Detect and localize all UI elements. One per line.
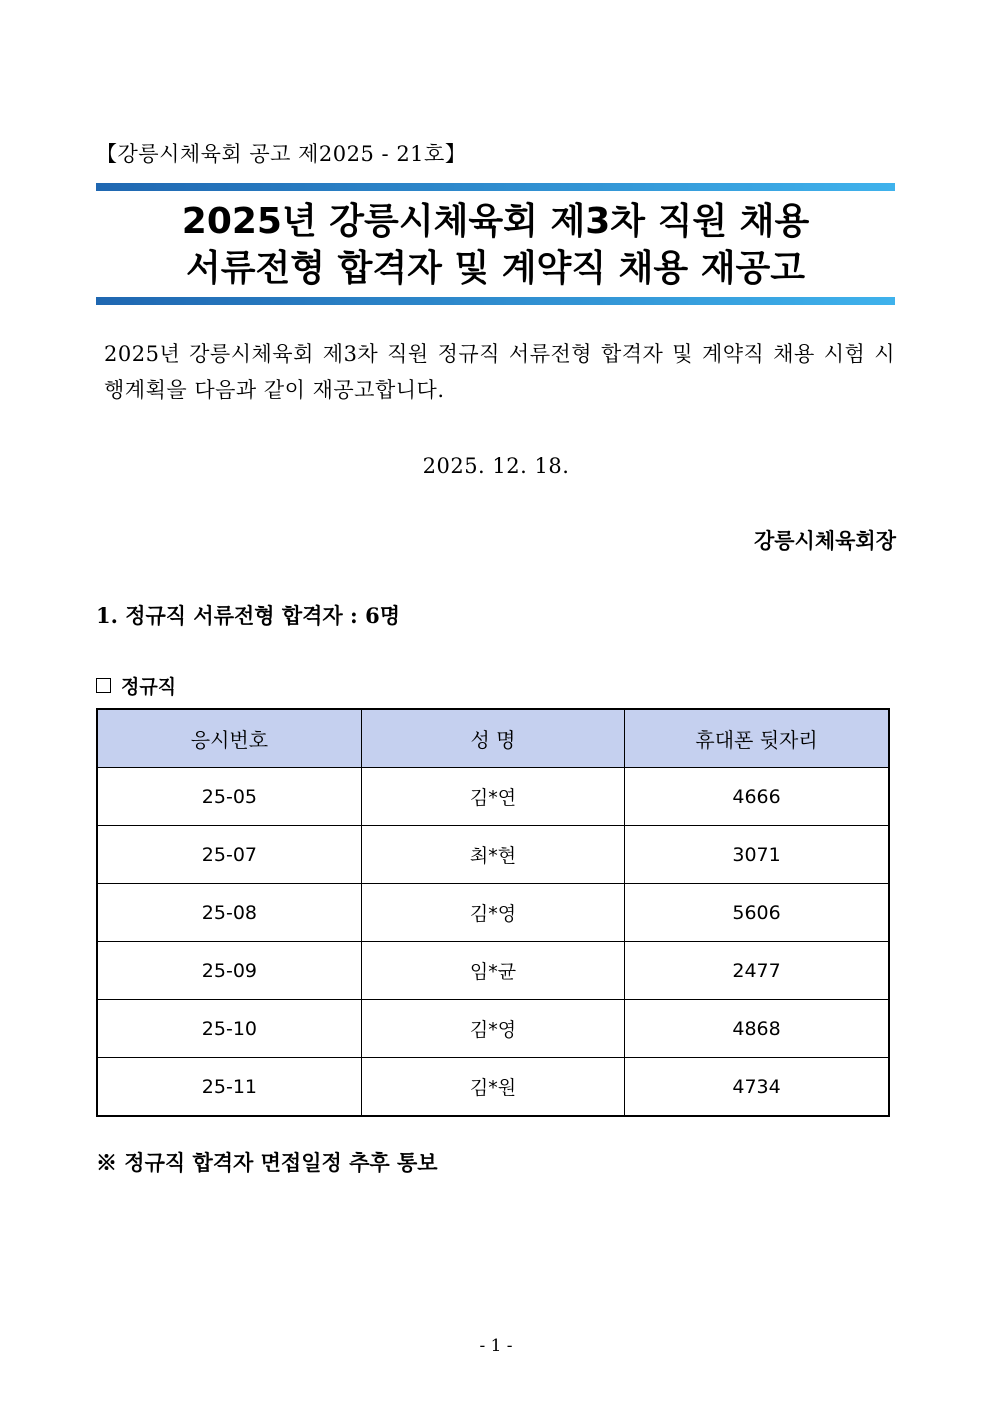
notice-reference: 【강릉시체육회 공고 제2025 - 21호】: [96, 142, 467, 166]
table-row: [97, 768, 889, 826]
phone-digits-cell: 4868: [625, 1000, 889, 1058]
applicant-name-cell: 김*원: [361, 1058, 624, 1117]
table-row: [97, 1058, 889, 1117]
interview-note: ※ 정규직 합격자 면접일정 추후 통보: [96, 1150, 438, 1175]
title-rule-bottom: [96, 297, 895, 305]
applicant-number-cell: 25-08: [97, 884, 361, 942]
applicant-name-cell: 김*연: [361, 768, 624, 826]
checkbox-icon: [96, 678, 111, 693]
section-heading: 1. 정규직 서류전형 합격자 : 6명: [96, 603, 400, 628]
applicant-number-cell: 25-05: [97, 768, 361, 826]
phone-digits-cell: 3071: [625, 826, 889, 884]
table-row: [97, 884, 889, 942]
table-header-row: [97, 709, 889, 768]
column-header-name: 성 명: [361, 709, 624, 768]
title-rule-top: [96, 183, 895, 191]
table-row: [97, 942, 889, 1000]
subheading-label: 정규직: [121, 676, 177, 698]
notice-date: 2025. 12. 18.: [422, 454, 570, 478]
applicant-name-cell: 최*현: [361, 826, 624, 884]
applicant-number-cell: 25-09: [97, 942, 361, 1000]
title-line-2: 서류전형 합격자 및 계약직 채용 재공고: [185, 248, 806, 289]
signer-name: 강릉시체육회장: [753, 528, 896, 553]
applicant-name-cell: 김*영: [361, 1000, 624, 1058]
phone-digits-cell: 5606: [625, 884, 889, 942]
applicant-number-cell: 25-07: [97, 826, 361, 884]
phone-digits-cell: 4666: [625, 768, 889, 826]
document-title: [96, 198, 895, 292]
applicant-name-cell: 김*영: [361, 884, 624, 942]
phone-digits-cell: 4734: [625, 1058, 889, 1117]
results-table: [96, 708, 890, 1117]
column-header-applicant-number: 응시번호: [97, 709, 361, 768]
applicant-name-cell: 임*균: [361, 942, 624, 1000]
table-row: [97, 826, 889, 884]
applicant-number-cell: 25-10: [97, 1000, 361, 1058]
applicant-number-cell: 25-11: [97, 1058, 361, 1117]
table-row: [97, 1000, 889, 1058]
title-line-1: 2025년 강릉시체육회 제3차 직원 채용: [181, 201, 810, 242]
page-number: - 1 -: [479, 1336, 513, 1356]
phone-digits-cell: 2477: [625, 942, 889, 1000]
column-header-phone-last-digits: 휴대폰 뒷자리: [625, 709, 889, 768]
intro-paragraph: 2025년 강릉시체육회 제3차 직원 정규직 서류전형 합격자 및 계약직 채용 시험 시행계획을 다음과 같이 재공고합니다.: [104, 342, 895, 402]
subheading: [96, 672, 176, 699]
